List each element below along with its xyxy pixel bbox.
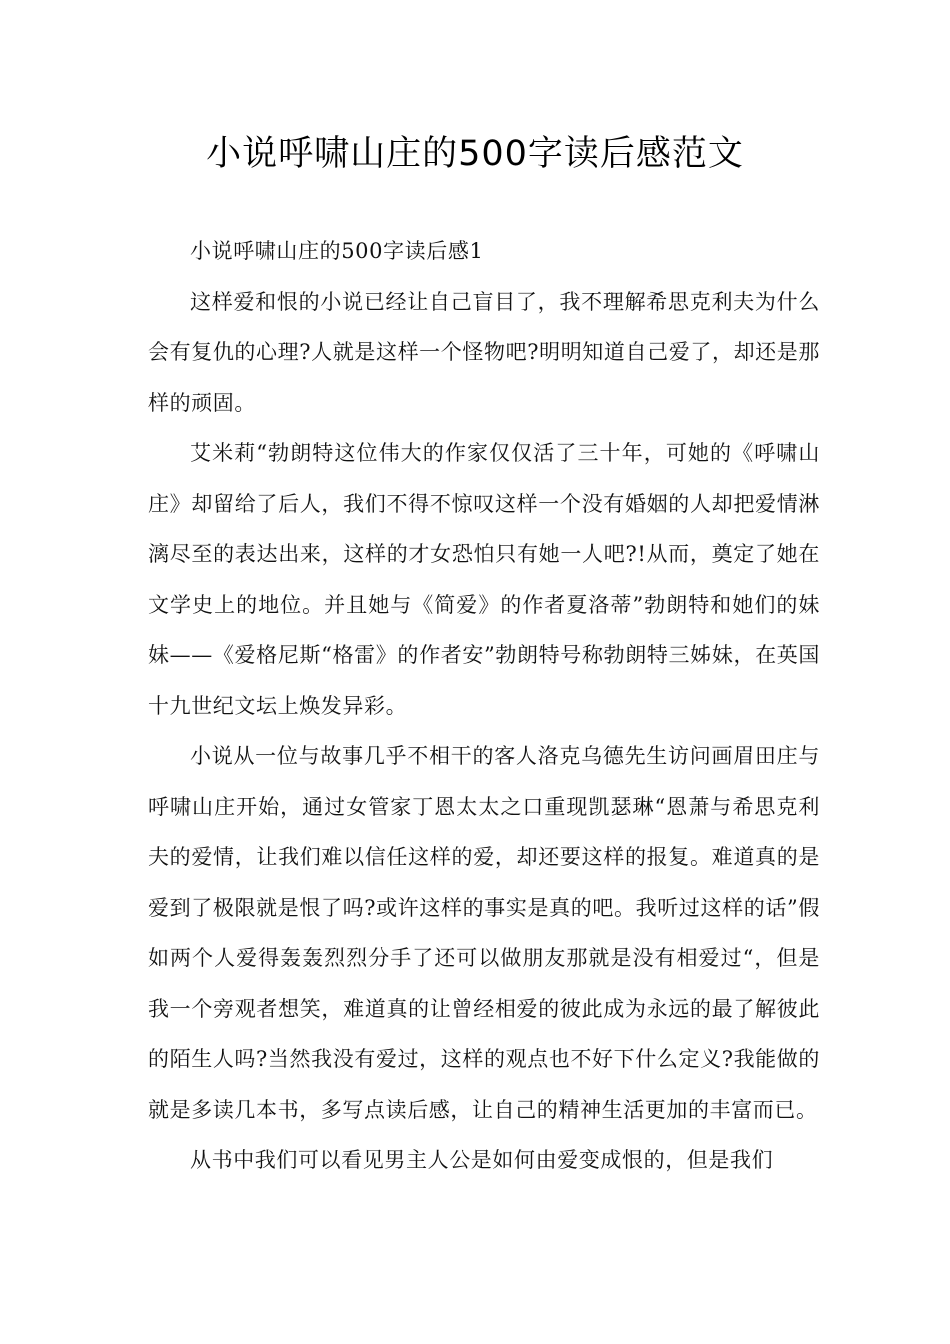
paragraph: 小说从一位与故事几乎不相干的客人洛克乌德先生访问画眉田庄与呼啸山庄开始，通过女管家丁恩太太之口重现凯瑟琳“恩萧与希思克利夫的爱情，让我们难以信任这样的爱，却还要这样的报复。难道真的是爱到了极限就是恨了吗?或许这样的事实是真的吧。我听过这样的话”假如两个人爱得轰轰烈烈分手了还可以做朋友那就是没有相爱过“，但是我一个旁观者想笑，难道真的让曾经相爱的彼此成为永远的最了解彼此的陌生人吗?当然我没有爱过，这样的观点也不好下什么定义?我能做的就是多读几本书，多写点读后感，让自己的精神生活更加的丰富而已。 [148, 744, 820, 1122]
section-heading: 小说呼啸山庄的500字读后感1 [190, 239, 484, 263]
paragraph: 从书中我们可以看见男主人公是如何由爱变成恨的，但是我们 [190, 1148, 774, 1172]
document-title: 小说呼啸山庄的500字读后感范文 [206, 134, 744, 174]
paragraph: 艾米莉“勃朗特这位伟大的作家仅仅活了三十年，可她的《呼啸山庄》却留给了后人，我们不得不惊叹这样一个没有婚姻的人却把爱情淋漓尽至的表达出来，这样的才女恐怕只有她一人吧?!从而，奠定了她在文学史上的地位。并且她与《简爱》的作者夏洛蒂”勃朗特和她们的妹妹——《爱格尼斯“格雷》的作者安”勃朗特号称勃朗特三姊妹，在英国十九世纪文坛上焕发异彩。 [148, 441, 820, 718]
paragraph: 这样爱和恨的小说已经让自己盲目了，我不理解希思克利夫为什么会有复仇的心理?人就是这样一个怪物吧?明明知道自己爱了，却还是那样的顽固。 [148, 289, 820, 415]
document-body [148, 226, 820, 1186]
